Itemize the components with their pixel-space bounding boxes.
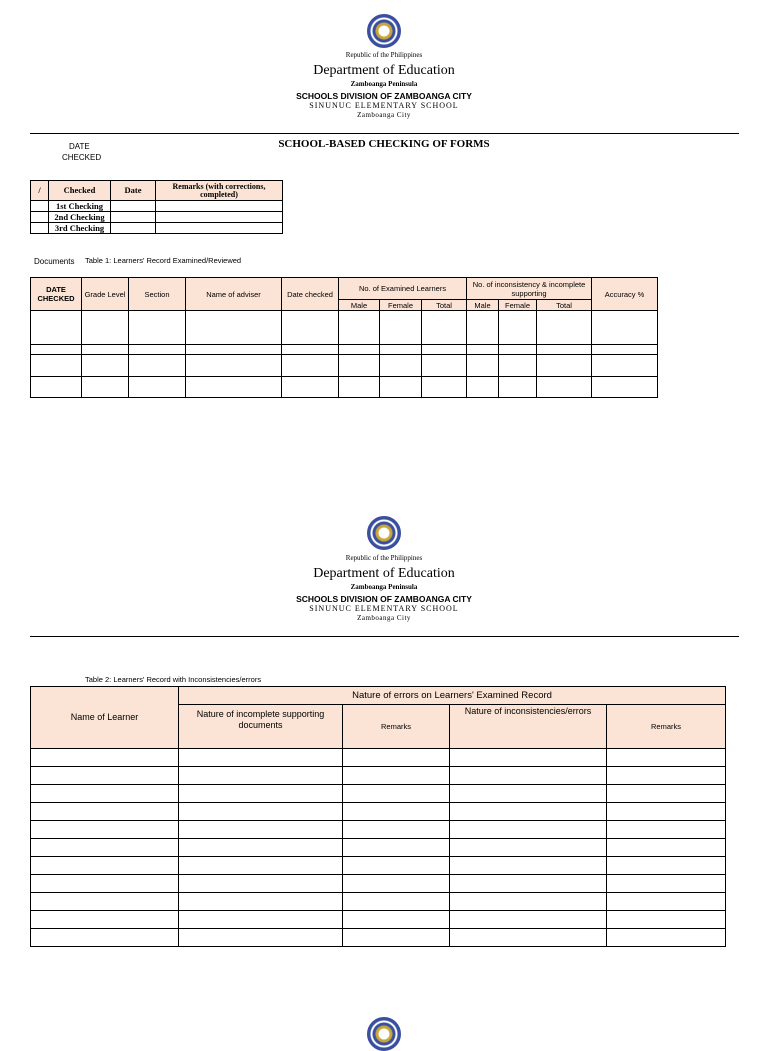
table-row (31, 929, 726, 947)
checked-label: CHECKED (62, 153, 102, 162)
errors-table (30, 686, 726, 947)
school-name: SINUNUC ELEMENTARY SCHOOL (309, 604, 459, 613)
col-remarks: Remarks (with corrections, completed) (156, 181, 283, 201)
table-row (31, 355, 658, 377)
region-name: Zamboanga Peninsula (350, 80, 418, 88)
table-row (31, 893, 726, 911)
col-section: Section (129, 278, 186, 311)
col-adviser: Name of adviser (186, 278, 282, 311)
col-remarks: Remarks (343, 705, 450, 749)
date-label: DATE (69, 142, 90, 151)
table-row (31, 785, 726, 803)
deped-seal-icon (367, 516, 401, 550)
form-title: SCHOOL-BASED CHECKING OF FORMS (278, 138, 490, 150)
learners-record-table (30, 277, 658, 398)
republic-line: Republic of the Philippines (345, 554, 423, 562)
republic-line: Republic of the Philippines (345, 51, 423, 59)
col-date: Date checked (282, 278, 339, 311)
documents-label: Documents (34, 257, 75, 266)
col-slash: / (31, 181, 49, 201)
header-divider (30, 636, 739, 637)
col-checked: Checked (49, 181, 111, 201)
table-row (31, 875, 726, 893)
sub-female: Female (380, 300, 422, 311)
table-row (31, 223, 283, 234)
table-row (31, 201, 283, 212)
group-nature-errors: Nature of errors on Learners' Examined Record (179, 687, 726, 705)
table-row (31, 911, 726, 929)
sub-total: Total (422, 300, 467, 311)
table-row (31, 212, 283, 223)
sub-male: Male (339, 300, 380, 311)
department-name: Department of Education (313, 566, 455, 581)
table-row (31, 311, 658, 345)
col-inconsistencies: Nature of inconsistencies/errors (450, 705, 607, 749)
city-name: Zamboanga City (357, 614, 411, 622)
region-name: Zamboanga Peninsula (350, 583, 418, 591)
deped-seal-icon (367, 14, 401, 48)
table-row (31, 821, 726, 839)
group-inconsistency: No. of inconsistency & incomplete supporting (467, 278, 592, 300)
checking-table (30, 180, 283, 234)
sub-total: Total (537, 300, 592, 311)
sub-female: Female (499, 300, 537, 311)
table-row (31, 839, 726, 857)
division-name: SCHOOLS DIVISION OF ZAMBOANGA CITY (296, 91, 472, 101)
sub-male: Male (467, 300, 499, 311)
school-name: SINUNUC ELEMENTARY SCHOOL (309, 101, 459, 110)
department-name: Department of Education (313, 63, 455, 78)
division-name: SCHOOLS DIVISION OF ZAMBOANGA CITY (296, 594, 472, 604)
table-row (31, 345, 658, 355)
col-incomplete-docs: Nature of incomplete supporting documents (179, 705, 343, 749)
table-row (31, 803, 726, 821)
col-grade-level: Grade Level (82, 278, 129, 311)
city-name: Zamboanga City (357, 111, 411, 119)
table-row (31, 767, 726, 785)
deped-seal-icon (367, 1017, 401, 1051)
table2-title: Table 2: Learners' Record with Inconsistencies/errors (85, 675, 262, 684)
col-learner-name: Name of Learner (31, 687, 179, 749)
checking-label: 2nd Checking (49, 212, 111, 223)
table-row (31, 857, 726, 875)
col-date: Date (111, 181, 156, 201)
checking-label: 1st Checking (49, 201, 111, 212)
table1-title: Table 1: Learners' Record Examined/Reviewed (85, 256, 242, 265)
group-examined: No. of Examined Learners (339, 278, 467, 300)
col-date-checked: DATE CHECKED (31, 278, 82, 311)
table-row (31, 377, 658, 398)
col-remarks: Remarks (607, 705, 726, 749)
header-divider (30, 133, 739, 134)
table-row (31, 749, 726, 767)
col-accuracy: Accuracy % (592, 278, 658, 311)
checking-label: 3rd Checking (49, 223, 111, 234)
